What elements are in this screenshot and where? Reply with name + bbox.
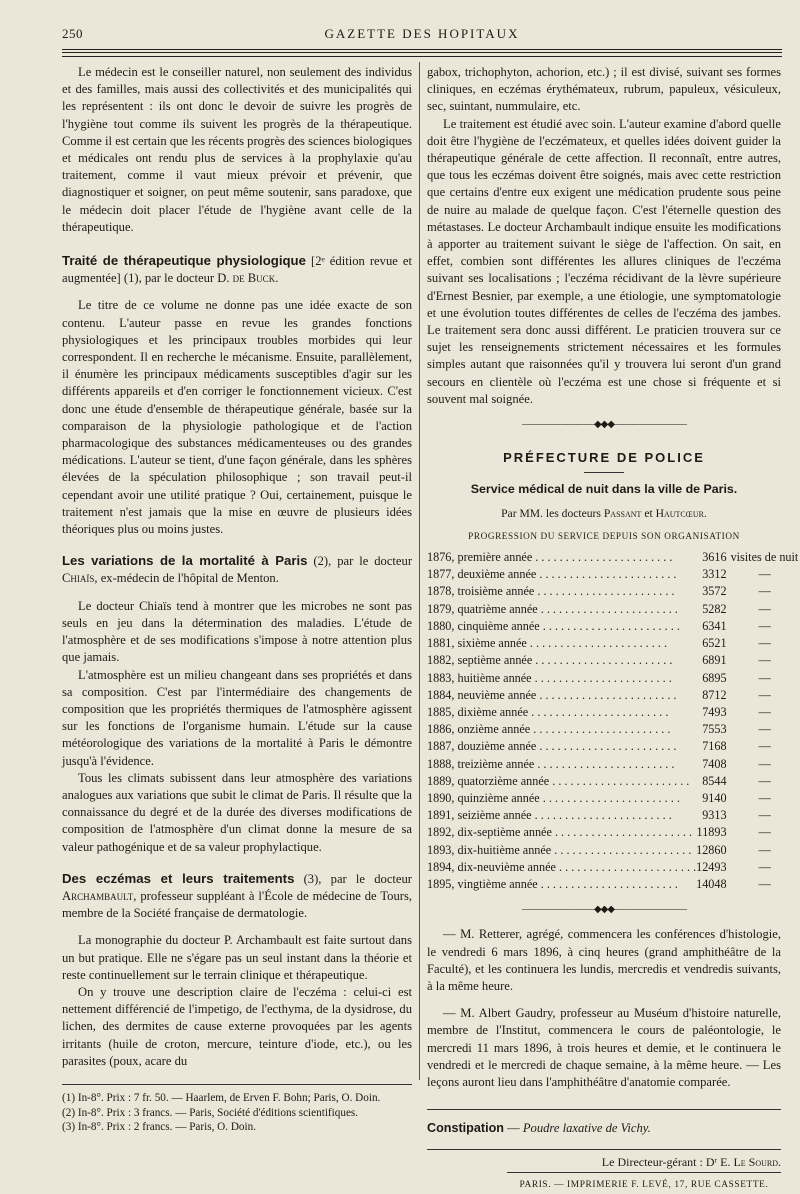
director-label: Le Directeur-gérant : Dʳ E. — [601, 1155, 734, 1170]
review-title: Traité de thérapeutique physiologique — [62, 253, 306, 269]
column-separator — [419, 62, 420, 1080]
leader-dots: . . . . . . . . . . . . . . . . . . . . . . . — [537, 876, 678, 891]
stats-year-label — [427, 652, 696, 669]
stats-label-text: 1890, quinzième année — [427, 790, 540, 805]
page-header — [62, 24, 782, 46]
stats-value: 3312 — [702, 567, 727, 582]
stats-year-label — [427, 601, 696, 618]
stats-label-text: 1883, huitième année — [427, 670, 532, 685]
stats-unit: — — [758, 722, 771, 737]
leader-dots: . . . . . . . . . . . . . . . . . . . . . . . — [534, 584, 675, 599]
footnote-2: (2) In-8°. Prix : 3 francs. — Paris, Société d'éditions scientifiques. — [62, 1106, 359, 1119]
stats-unit: — — [758, 687, 771, 702]
stats-unit: — — [758, 704, 771, 719]
review-title: Des eczémas et leurs traitements — [62, 870, 295, 886]
stats-row — [427, 824, 798, 841]
stats-row — [427, 859, 798, 876]
stats-label-text: 1888, treizième année — [427, 756, 535, 771]
stats-label-text: 1878, troisième année — [427, 584, 535, 599]
stats-label-text: 1892, dix-septième année — [427, 825, 552, 840]
page-number: 250 — [62, 26, 83, 41]
authors-suffix: . — [703, 506, 707, 520]
leader-dots: . . . . . . . . . . . . . . . . . . . . . . . — [536, 739, 677, 754]
eczema-continuation: gabox, trichophyton, achorion, etc.) ; il est divisé, suivant ses formes cliniques, en eczémas érythémateux, rubrum, papuleux, vésiculeux, sec, suintant, nummulaire, etc. — [427, 65, 781, 114]
stats-value: 5282 — [702, 601, 727, 616]
stats-value: 7553 — [702, 722, 727, 737]
stats-row — [427, 756, 798, 773]
stats-value: 8544 — [702, 773, 727, 788]
stats-label-text: 1884, neuvième année — [427, 687, 537, 702]
leader-dots: . . . . . . . . . . . . . . . . . . . . . . . — [537, 601, 678, 616]
stats-row — [427, 721, 798, 738]
stats-row — [427, 549, 798, 566]
stats-year-label — [427, 738, 696, 755]
review-mortalite-body-3: Tous les climats subissent dans leur atmosphère des variations analogues aux variations que subit le climat de Paris. Il résulte que la connaissance du degré et de la durée des diverses modifications de composition de l'atmosphère d'un climat donne la mesure de sa valeur pathogénique et de sa valeur prophylactique. — [62, 770, 412, 854]
leader-dots: . . . . . . . . . . . . . . . . . . . . . . . — [526, 636, 667, 651]
footnote-3: (3) In-8°. Prix : 2 francs. — Paris, O. Doin. — [62, 1121, 257, 1134]
stats-row — [427, 652, 798, 669]
stats-value: 6521 — [702, 636, 727, 651]
stats-row — [427, 601, 798, 618]
authors-joiner: et — [641, 506, 656, 520]
stats-row — [427, 635, 798, 652]
stats-unit: — — [758, 842, 771, 857]
stats-year-label — [427, 790, 696, 807]
stats-row — [427, 790, 798, 807]
stats-row — [427, 876, 798, 893]
leader-dots: . . . . . . . . . . . . . . . . . . . . . . . — [539, 618, 680, 633]
stats-unit: — — [758, 876, 771, 891]
author-hautcoeur: Hautcœur — [655, 506, 704, 520]
leader-dots: . . . . . . . . . . . . . . . . . . . . . . . — [536, 687, 677, 702]
night-visits-table — [427, 549, 798, 893]
director-line: Le Directeur-gérant : Dʳ E. Le Sourd. — [427, 1149, 781, 1171]
review-author: de Buck — [232, 271, 276, 286]
stats-year-label — [427, 756, 696, 773]
stats-value: 3572 — [702, 584, 727, 599]
leader-dots: . . . . . . . . . . . . . . . . . . . . . . . — [534, 756, 675, 771]
leader-dots: . . . . . . . . . . . . . . . . . . . . . . . — [551, 842, 692, 857]
eczema-treatment: Le traitement est étudié avec soin. L'auteur examine d'abord quelle doit être l'hygiène de l'eczémateux, et quelles idées doivent guider la thérapeutique générale de cette affection. Il reconnaît, entre autres, que tous les eczémas doivent être soignés, mais avec cette restriction que certains d'entre eux exigent une médication prudente sous peine de nuire au malade de quelque façon. C'est l'éternelle question des métastases. Le docteur Archambault indique ensuite les modifications à apporter au traitement suivant le siège de l'affection. On sait, en effet, combien sont différentes les allures cliniques de l'eczéma suivant ses localisations ; l'eczéma récidivant de la lèvre supérieure d'Ernest Besnier, par exemple, a une étiologie, une symptomatologie et une évolution toutes différentes de celles de l'eczéma des jambes. Le traitement sera donc aussi différent. Le praticien trouvera sur ce sujet les renseignements strictement nécessaires et les formules simples autant que raisonnées qu'il y trouvera lui seront d'un grand secours en clientèle où l'eczéma est une chose si fréquente et si souvent mal soignée. — [427, 116, 781, 406]
stats-unit: — — [758, 773, 771, 788]
stats-year-label — [427, 566, 696, 583]
stats-year-label — [427, 807, 696, 824]
review-author: Archambault — [62, 888, 134, 903]
stats-row — [427, 807, 798, 824]
leader-dots: . . . . . . . . . . . . . . . . . . . . . . . — [532, 550, 673, 565]
stats-value: 7408 — [702, 756, 727, 771]
section-ornament: ――――――――◆◆◆―――――――― — [521, 419, 687, 431]
stats-unit: — — [758, 790, 771, 805]
advertisement-constipation: Constipation — Poudre laxative de Vichy. — [427, 1109, 781, 1137]
review-author: Chiaïs — [62, 571, 95, 586]
stats-label-text: 1887, douzième année — [427, 739, 537, 754]
section-title: PRÉFECTURE DE POLICE — [503, 450, 705, 466]
stats-value: 6341 — [702, 618, 727, 633]
review-mortalite — [62, 552, 412, 587]
review-meta: (2), par le docteur — [307, 554, 413, 569]
service-authors — [427, 505, 781, 522]
stats-unit: — — [758, 859, 771, 874]
stats-unit: — — [758, 601, 771, 616]
leader-dots: . . . . . . . . . . . . . . . . . . . . . . . — [536, 567, 677, 582]
section-short-rule — [584, 472, 624, 473]
stats-year-label — [427, 704, 696, 721]
review-meta-2: , professeur suppléant à l'École de médecine de Tours, membre de la Société française de dermatologie. — [62, 888, 412, 921]
stats-unit: — — [758, 584, 771, 599]
stats-row — [427, 704, 798, 721]
stats-label-text: 1880, cinquième année — [427, 618, 540, 633]
stats-row — [427, 566, 798, 583]
stats-year-label — [427, 670, 696, 687]
stats-value: 11893 — [696, 825, 727, 840]
leader-dots: . . . . . . . . . . . . . . . . . . . . . . . — [531, 808, 672, 823]
review-meta: [2ᵉ édition revue et augmentée] (1), par le docteur D. — [62, 254, 412, 286]
review-therapeutique-body: Le titre de ce volume ne donne pas une idée exacte de son contenu. L'auteur passe en revue les grandes fonctions physiologiques et les principaux troubles morbides qui leur correspondent. Il en recherche le mécanisme. Ensuite, parallèlement, il énumère les principaux médicaments susceptibles d'agir sur les différents appareils et d'en corriger le fonctionnement vicieux. C'est donc une étude d'ensemble de thérapeutique générale, basée sur la comparaison de la physiologie pathologique et de l'action pharmacologique des substances médicamenteuses ou des grandes médications. L'auteur se tient, d'une façon générale, dans les sphères élevées de la spéculation philosophique ; son travail peut-il cependant avoir une utilité pratique ? Oui, certainement, puisque le traitement n'est jamais que la mise en œuvre de plusieurs idées théoriques plus ou moins justes. — [62, 298, 412, 537]
authors-prefix: Par MM. les docteurs — [501, 506, 604, 520]
stats-label-text: 1881, sixième année — [427, 636, 527, 651]
stats-value: 6891 — [702, 653, 727, 668]
stats-year-label — [427, 876, 696, 893]
stats-year-label — [427, 824, 696, 841]
stats-year-label — [427, 773, 696, 790]
stats-label-text: 1885, dixième année — [427, 704, 529, 719]
stats-unit: — — [758, 825, 771, 840]
stats-label-text: 1886, onzième année — [427, 722, 531, 737]
header-rule-top — [62, 49, 782, 50]
leader-dots: . . . . . . . . . . . . . . . . . . . . . . . — [531, 670, 672, 685]
printer-line: PARIS. — IMPRIMERIE F. LEVÉ, 17, RUE CASSETTE. — [507, 1172, 781, 1194]
stats-unit: — — [758, 567, 771, 582]
header-rule-bottom — [62, 52, 782, 53]
journal-title: GAZETTE DES HOPITAUX — [324, 26, 520, 41]
review-eczemas — [62, 870, 412, 923]
stats-row — [427, 583, 798, 600]
ad-label: Constipation — [427, 1121, 504, 1136]
leader-dots: . . . . . . . . . . . . . . . . . . . . . . . — [539, 790, 680, 805]
stats-unit: — — [758, 808, 771, 823]
stats-label-text: 1894, dix-neuvième année — [427, 859, 556, 874]
leader-dots: . . . . . . . . . . . . . . . . . . . . . . . — [551, 825, 693, 840]
stats-year-label — [427, 842, 696, 859]
review-mortalite-body-1: Le docteur Chiaïs tend à montrer que les microbes ne sont pas seuls en jeu dans la détermination des maladies. L'étude de l'atmosphère et de ses modifications s'impose à notre attention plus que jamais. — [62, 598, 412, 665]
stats-row — [427, 773, 798, 790]
stats-year-label — [427, 583, 696, 600]
stats-unit: — — [758, 636, 771, 651]
stats-label-text: 1882, septième année — [427, 653, 533, 668]
section-ornament-2: ――――――――◆◆◆―――――――― — [521, 904, 687, 916]
left-column — [62, 64, 412, 1135]
stats-value: 3616 — [702, 550, 727, 565]
stats-label-text: 1889, quatorzième année — [427, 773, 550, 788]
stats-row — [427, 738, 798, 755]
stats-value: 7168 — [702, 739, 727, 754]
stats-row — [427, 670, 798, 687]
stats-unit: — — [758, 618, 771, 633]
news-retterer: — M. Retterer, agrégé, commencera les conférences d'histologie, le vendredi 6 mars 1896, à cinq heures (grand amphithéâtre de la Faculté), et les continuera les lundis, mercredis et vendredis suivants, à la même heure. — [427, 927, 781, 993]
stats-value: 12493 — [696, 859, 727, 874]
intro-paragraph: Le médecin est le conseiller naturel, non seulement des individus et des familles, mais aussi des collectivités et des municipalités qui les représentent : ils ont donc le devoir de suivre les progrès de l'hygiène tout comme ils suivent les progrès de la thérapeutique. Comme il est certain que les récents progrès des sciences biologiques et médicales ont rendu plus de services à la prophylaxie qu'au traitement, comme il vaut mieux prévoir et prévenir, que diagnostiquer et soigner, on peut même soutenir, sans paradoxe, que le médecin doit placer l'étude de l'hygiène avant celle de la thérapeutique. — [62, 65, 412, 234]
leader-dots: . . . . . . . . . . . . . . . . . . . . . . . — [555, 859, 697, 874]
leader-dots: . . . . . . . . . . . . . . . . . . . . . . . — [532, 653, 673, 668]
stats-year-label — [427, 721, 696, 738]
stats-unit: visites de nuit — [730, 550, 799, 565]
leader-dots: . . . . . . . . . . . . . . . . . . . . . . . — [530, 722, 671, 737]
stats-value: 9140 — [702, 790, 727, 805]
stats-year-label — [427, 618, 696, 635]
stats-label-text: 1879, quatrième année — [427, 601, 538, 616]
stats-year-label — [427, 859, 696, 876]
author-passant: Passant — [603, 506, 642, 520]
stats-row — [427, 687, 798, 704]
stats-year-label — [427, 687, 696, 704]
right-column — [427, 64, 799, 1194]
review-therapeutique: Traité de thérapeutique physiologique [2ᵉ édition revue et augmentée] (1), par le docteur D. de Buck. — [62, 253, 412, 286]
progression-heading: PROGRESSION DU SERVICE DEPUIS SON ORGANISATION — [468, 530, 740, 541]
stats-unit: — — [758, 756, 771, 771]
review-eczemas-body-2: On y trouve une description claire de l'eczéma : celui-ci est nettement différencié de l'impetigo, de l'ecthyma, de la dysidrose, du lichen, des dermites de cause externe provoquées par les agents irritants (huile de croton, mercure, teinture d'iode, etc.), ou les parasites (poux, acare du — [62, 984, 412, 1068]
stats-unit: — — [758, 670, 771, 685]
ad-product: Poudre laxative de Vichy. — [522, 1121, 651, 1136]
review-meta-2: , ex-médecin de l'hôpital de Menton. — [94, 571, 279, 586]
stats-label-text: 1891, seizième année — [427, 808, 532, 823]
stats-year-label — [427, 635, 696, 652]
stats-label-text: 1877, deuxième année — [427, 567, 537, 582]
header-rule-third — [62, 56, 782, 57]
stats-value: 6895 — [702, 670, 727, 685]
footnote-1: (1) In-8°. Prix : 7 fr. 50. — Haarlem, de Erven F. Bohn; Paris, O. Doin. — [62, 1091, 381, 1104]
stats-label-text: 1876, première année — [427, 550, 533, 565]
leader-dots: . . . . . . . . . . . . . . . . . . . . . . . — [528, 704, 669, 719]
stats-unit: — — [758, 739, 771, 754]
stats-label-text: 1895, vingtième année — [427, 876, 538, 891]
review-title: Les variations de la mortalité à Paris — [62, 553, 308, 569]
service-title: Service médical de nuit dans la ville de Paris. — [470, 482, 738, 497]
stats-value: 7493 — [702, 704, 727, 719]
director-name: Le Sourd — [733, 1155, 778, 1170]
stats-value: 14048 — [696, 876, 727, 891]
review-eczemas-body-1: La monographie du docteur P. Archambault est faite surtout dans un but pratique. Elle ne s'égare pas un seul instant dans la théorie et reste continuellement sur le terrain clinique et thérapeutique. — [62, 933, 412, 982]
stats-row — [427, 842, 798, 859]
stats-label-text: 1893, dix-huitième année — [427, 842, 552, 857]
stats-row — [427, 618, 798, 635]
review-mortalite-body-2: L'atmosphère est un milieu changeant dans ses propriétés et dans sa composition. C'est par l'intermédiaire des changements de composition que les propriétés thermiques de l'atmosphère agissent sur les fonctions de l'organisme humain. L'étude sur la cause météorologique des variations de la mortalité à Paris le démontre jusqu'à l'évidence. — [62, 667, 412, 768]
stats-year-label — [427, 549, 696, 566]
stats-value: 9313 — [702, 808, 727, 823]
leader-dots: . . . . . . . . . . . . . . . . . . . . . . . — [549, 773, 690, 788]
footnotes — [62, 1084, 412, 1135]
stats-value: 12860 — [696, 842, 727, 857]
review-meta: (3), par le docteur — [294, 871, 412, 886]
stats-value: 8712 — [702, 687, 727, 702]
news-gaudry: — M. Albert Gaudry, professeur au Muséum d'histoire naturelle, membre de l'Institut, commencera le cours de paléontologie, le mercredi 11 mars 1896, à trois heures et demie, et le continuera le vendredi et le mercredi de chaque semaine, à la même heure. — Les leçons auront lieu dans l'amphithéâtre d'anatomie comparée. — [427, 1006, 781, 1089]
stats-unit: — — [758, 653, 771, 668]
